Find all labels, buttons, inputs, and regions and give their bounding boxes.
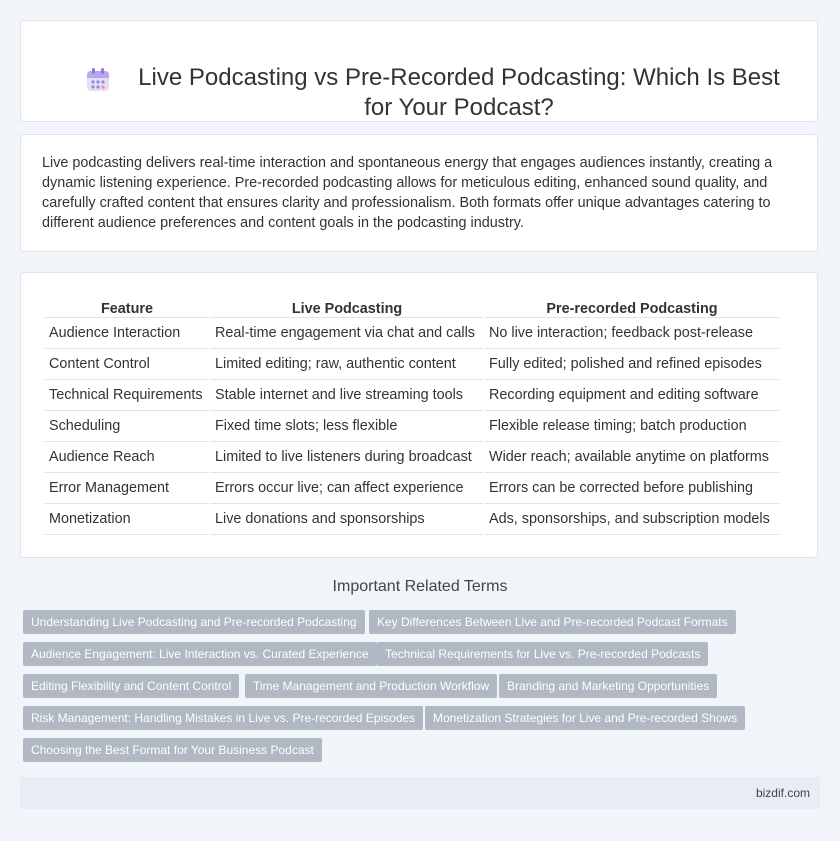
table-cell: Ads, sponsorships, and subscription models bbox=[485, 504, 779, 535]
related-term-tag[interactable]: Technical Requirements for Live vs. Pre-recorded Podcasts bbox=[377, 642, 708, 666]
table-cell: Audience Reach bbox=[45, 442, 209, 473]
table-cell: Content Control bbox=[45, 349, 209, 380]
page-title: Live Podcasting vs Pre-Recorded Podcasting: Which Is Best for Your Podcast? bbox=[138, 64, 780, 121]
intro-card bbox=[20, 134, 818, 252]
header-live: Live Podcasting bbox=[211, 295, 483, 318]
table-row bbox=[45, 473, 779, 504]
header-prerecorded: Pre-recorded Podcasting bbox=[485, 295, 779, 318]
table-row bbox=[45, 411, 779, 442]
calendar-icon bbox=[85, 67, 111, 93]
table-cell: Limited editing; raw, authentic content bbox=[211, 349, 483, 380]
table-cell: Limited to live listeners during broadcast bbox=[211, 442, 483, 473]
table-cell: Errors can be corrected before publishing bbox=[485, 473, 779, 504]
related-term-tag[interactable]: Branding and Marketing Opportunities bbox=[499, 674, 717, 698]
footer bbox=[20, 777, 820, 809]
related-terms-heading: Important Related Terms bbox=[332, 578, 508, 595]
related-term-tag[interactable]: Understanding Live Podcasting and Pre-recorded Podcasting bbox=[23, 610, 365, 634]
table-cell: Live donations and sponsorships bbox=[211, 504, 483, 535]
related-term-tag[interactable]: Editing Flexibility and Content Control bbox=[23, 674, 239, 698]
related-term-tag[interactable]: Audience Engagement: Live Interaction vs. Curated Experience bbox=[23, 642, 377, 666]
comparison-table bbox=[43, 295, 781, 535]
table-cell: Audience Interaction bbox=[45, 318, 209, 349]
table-row bbox=[45, 380, 779, 411]
table-row bbox=[45, 442, 779, 473]
table-cell: Errors occur live; can affect experience bbox=[211, 473, 483, 504]
comparison-card bbox=[20, 272, 818, 558]
related-term-tag[interactable]: Risk Management: Handling Mistakes in Live vs. Pre-recorded Episodes bbox=[23, 706, 423, 730]
related-term-tag[interactable]: Choosing the Best Format for Your Business Podcast bbox=[23, 738, 322, 762]
table-cell: Wider reach; available anytime on platforms bbox=[485, 442, 779, 473]
table-row bbox=[45, 318, 779, 349]
table-cell: Monetization bbox=[45, 504, 209, 535]
related-term-tag[interactable]: Time Management and Production Workflow bbox=[245, 674, 497, 698]
table-cell: Scheduling bbox=[45, 411, 209, 442]
related-term-tag[interactable]: Key Differences Between Live and Pre-recorded Podcast Formats bbox=[369, 610, 736, 634]
table-row bbox=[45, 349, 779, 380]
table-cell: Error Management bbox=[45, 473, 209, 504]
table-cell: No live interaction; feedback post-release bbox=[485, 318, 779, 349]
table-cell: Flexible release timing; batch production bbox=[485, 411, 779, 442]
table-cell: Fixed time slots; less flexible bbox=[211, 411, 483, 442]
table-header-row bbox=[45, 295, 779, 318]
table-cell: Fully edited; polished and refined episodes bbox=[485, 349, 779, 380]
table-cell: Technical Requirements bbox=[45, 380, 209, 411]
header-feature: Feature bbox=[45, 295, 209, 318]
table-cell: Recording equipment and editing software bbox=[485, 380, 779, 411]
table-cell: Stable internet and live streaming tools bbox=[211, 380, 483, 411]
footer-site-name: bizdif.com bbox=[755, 786, 810, 800]
intro-paragraph: Live podcasting delivers real-time interaction and spontaneous energy that engages audiences instantly, creating a dynamic listening experience. Pre-recorded podcasting allows for meticulous editing, enhanced sound quality, and carefully crafted content that ensures clarity and professionalism. Both formats offer unique advantages catering to different audience preferences and content goals in the podcasting industry. bbox=[42, 155, 773, 231]
table-cell: Real-time engagement via chat and calls bbox=[211, 318, 483, 349]
table-row bbox=[45, 504, 779, 535]
title-card bbox=[20, 20, 818, 122]
related-term-tag[interactable]: Monetization Strategies for Live and Pre-recorded Shows bbox=[425, 706, 745, 730]
